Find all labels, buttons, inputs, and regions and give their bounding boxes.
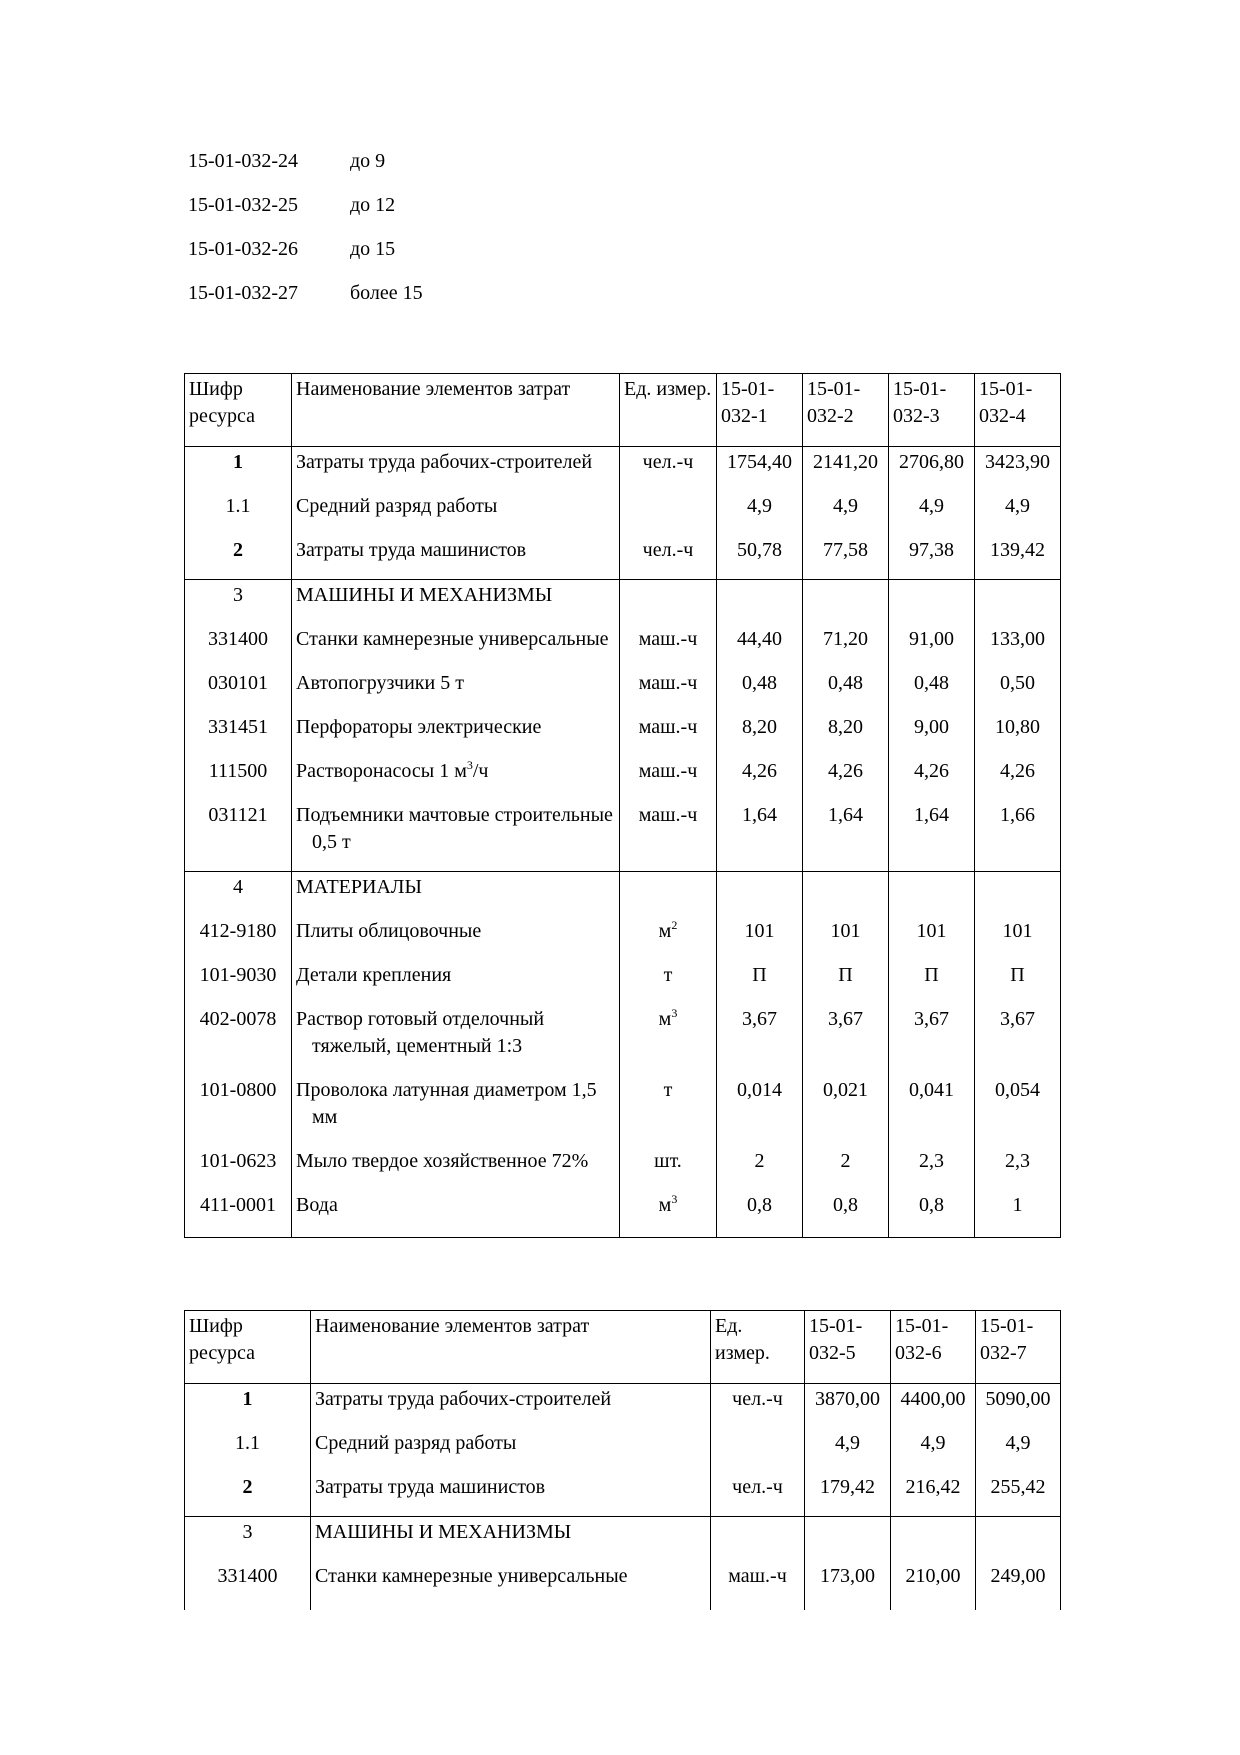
- resource-name: Подъемники мачтовые строительные 0,5 т: [296, 804, 613, 853]
- resource-name: Перфораторы электрические: [296, 716, 542, 738]
- code-description: более 15: [350, 282, 423, 304]
- value-cell: 4,9: [891, 1428, 976, 1472]
- table-row: [185, 1428, 1061, 1472]
- resource-code-cell: 031121: [185, 800, 292, 872]
- resource-name-text: [296, 802, 615, 856]
- table-header-row: [185, 374, 1061, 447]
- unit-cell: [620, 1004, 717, 1075]
- resource-name-text: [296, 1077, 615, 1131]
- value-cell: 3870,00: [805, 1384, 891, 1429]
- value-cell: 2706,80: [889, 447, 975, 492]
- resource-name-text: [296, 918, 615, 945]
- table-row: [185, 624, 1061, 668]
- value-cell: 4,26: [717, 756, 803, 800]
- value-cell: П: [803, 960, 889, 1004]
- value-cell: 50,78: [717, 535, 803, 580]
- resource-name-text: [315, 1474, 706, 1501]
- resource-code-cell: 101-0800: [185, 1075, 292, 1146]
- unit-text: маш.-ч: [728, 1565, 787, 1587]
- unit-text: чел.-ч: [642, 451, 694, 473]
- header-norm-cell: 15-01-032-7: [976, 1311, 1061, 1384]
- value-cell: [717, 580, 803, 625]
- value-cell: 101: [717, 916, 803, 960]
- resource-name: Затраты труда машинистов: [315, 1476, 546, 1498]
- resource-code-cell: 030101: [185, 668, 292, 712]
- resource-name: Растворонасосы 1 м: [296, 760, 467, 782]
- value-cell: 210,00: [891, 1561, 976, 1610]
- resource-name-cell: [292, 1075, 620, 1146]
- table-row: [185, 535, 1061, 580]
- value-cell: 8,20: [803, 712, 889, 756]
- value-cell: П: [975, 960, 1061, 1004]
- table-row: [185, 712, 1061, 756]
- resource-name-cell: [292, 535, 620, 580]
- resource-name-text: [296, 626, 615, 653]
- resource-name-cell: [292, 712, 620, 756]
- header-norm-cell: 15-01-032-2: [803, 374, 889, 447]
- resource-name-text: [296, 714, 615, 741]
- value-cell: 9,00: [889, 712, 975, 756]
- value-cell: 0,014: [717, 1075, 803, 1146]
- resource-code-cell: 3: [185, 1517, 311, 1562]
- resource-name-text: [296, 1148, 615, 1175]
- value-cell: 4,9: [975, 491, 1061, 535]
- unit-cell: [711, 1428, 805, 1472]
- value-cell: 0,48: [889, 668, 975, 712]
- resource-name-text: [315, 1563, 706, 1590]
- resource-code-cell: 331400: [185, 624, 292, 668]
- value-cell: П: [717, 960, 803, 1004]
- resource-code-cell: 3: [185, 580, 292, 625]
- resource-name-cell: [292, 447, 620, 492]
- unit-cell: [620, 872, 717, 917]
- unit-cell: [620, 491, 717, 535]
- resource-code-cell: 331451: [185, 712, 292, 756]
- resource-name: Проволока латунная диаметром 1,5 мм: [296, 1079, 597, 1128]
- code-list-item: [188, 192, 423, 236]
- value-cell: 2: [717, 1146, 803, 1190]
- header-name-cell: Наименование элементов затрат: [292, 374, 620, 447]
- value-cell: [975, 872, 1061, 917]
- unit-cell: [620, 624, 717, 668]
- code-list-item: [188, 280, 423, 324]
- value-cell: 3,67: [975, 1004, 1061, 1075]
- table-row: [185, 1075, 1061, 1146]
- code-list: [188, 148, 423, 324]
- value-cell: 0,041: [889, 1075, 975, 1146]
- value-cell: 4400,00: [891, 1384, 976, 1429]
- resource-code-cell: 2: [185, 535, 292, 580]
- resource-code-cell: 101-0623: [185, 1146, 292, 1190]
- table-row: [185, 668, 1061, 712]
- resource-code-cell: 411-0001: [185, 1190, 292, 1238]
- unit-text: т: [663, 1079, 673, 1101]
- resource-name-cell: [292, 580, 620, 625]
- resource-name-text: [296, 1006, 615, 1060]
- value-cell: 1,64: [803, 800, 889, 872]
- value-cell: 216,42: [891, 1472, 976, 1517]
- code-number: 15-01-032-25: [188, 194, 298, 216]
- resource-name: Станки камнерезные универсальные: [315, 1565, 628, 1587]
- header-norm-cell: 15-01-032-3: [889, 374, 975, 447]
- resource-name: Автопогрузчики 5 т: [296, 672, 464, 694]
- table-row: [185, 1384, 1061, 1429]
- value-cell: [889, 580, 975, 625]
- value-cell: 249,00: [976, 1561, 1061, 1610]
- value-cell: 0,50: [975, 668, 1061, 712]
- table-row: [185, 872, 1061, 917]
- value-cell: 0,48: [717, 668, 803, 712]
- table-row: [185, 1190, 1061, 1238]
- resource-name-text: [315, 1519, 706, 1546]
- unit-text: маш.-ч: [638, 628, 698, 650]
- header-unit-cell: Ед. измер.: [711, 1311, 805, 1384]
- value-cell: 1: [975, 1190, 1061, 1238]
- resource-name-cell: [292, 1190, 620, 1238]
- unit-cell: [711, 1517, 805, 1562]
- resource-name: Плиты облицовочные: [296, 920, 482, 942]
- value-cell: 101: [803, 916, 889, 960]
- unit-cell: [620, 580, 717, 625]
- value-cell: 101: [975, 916, 1061, 960]
- value-cell: 77,58: [803, 535, 889, 580]
- value-cell: 173,00: [805, 1561, 891, 1610]
- resource-name-text: [315, 1386, 706, 1413]
- resource-name-cell: [292, 800, 620, 872]
- resource-name: Раствор готовый отделочный тяжелый, цементный 1:3: [296, 1008, 545, 1057]
- value-cell: 0,8: [889, 1190, 975, 1238]
- value-cell: 4,26: [975, 756, 1061, 800]
- unit-cell: [711, 1384, 805, 1429]
- unit-cell: [620, 447, 717, 492]
- value-cell: 0,054: [975, 1075, 1061, 1146]
- resource-name-cell: [292, 1004, 620, 1075]
- value-cell: 1,64: [889, 800, 975, 872]
- value-cell: 4,9: [889, 491, 975, 535]
- resource-table-1: [184, 373, 1061, 1238]
- resource-name-text: [296, 874, 615, 901]
- resource-code-cell: 4: [185, 872, 292, 917]
- unit-text: чел.-ч: [642, 539, 694, 561]
- header-norm-cell: 15-01-032-4: [975, 374, 1061, 447]
- value-cell: 2141,20: [803, 447, 889, 492]
- unit-text: маш.-ч: [638, 804, 698, 826]
- resource-name-text: [296, 670, 615, 697]
- value-cell: 4,9: [717, 491, 803, 535]
- value-cell: 2,3: [889, 1146, 975, 1190]
- table-row: [185, 756, 1061, 800]
- table-row: [185, 1004, 1061, 1075]
- table-row: [185, 447, 1061, 492]
- resource-name-text: [296, 493, 615, 520]
- table-row: [185, 1517, 1061, 1562]
- header-norm-cell: 15-01-032-6: [891, 1311, 976, 1384]
- table-header-row: [185, 1311, 1061, 1384]
- value-cell: 139,42: [975, 535, 1061, 580]
- unit-text: м: [658, 1008, 672, 1030]
- unit-cell: [711, 1472, 805, 1517]
- resource-name-cell: [292, 491, 620, 535]
- unit-text: маш.-ч: [638, 672, 698, 694]
- value-cell: 3423,90: [975, 447, 1061, 492]
- unit-text: чел.-ч: [732, 1388, 783, 1410]
- unit-cell: [620, 1190, 717, 1238]
- resource-code-cell: 1.1: [185, 1428, 311, 1472]
- resource-name: Станки камнерезные универсальные: [296, 628, 609, 650]
- value-cell: 97,38: [889, 535, 975, 580]
- resource-name-text: [296, 449, 615, 476]
- unit-text: маш.-ч: [638, 760, 698, 782]
- unit-text: т: [663, 964, 673, 986]
- value-cell: 179,42: [805, 1472, 891, 1517]
- resource-name: Средний разряд работы: [315, 1432, 517, 1454]
- value-cell: [889, 872, 975, 917]
- table-row: [185, 800, 1061, 872]
- header-norm-cell: 15-01-032-5: [805, 1311, 891, 1384]
- value-cell: 101: [889, 916, 975, 960]
- resource-name: МАШИНЫ И МЕХАНИЗМЫ: [296, 584, 553, 606]
- value-cell: 10,80: [975, 712, 1061, 756]
- value-cell: 0,48: [803, 668, 889, 712]
- resource-name: Вода: [296, 1194, 338, 1216]
- resource-name-cell: [292, 872, 620, 917]
- resource-name-text: [296, 962, 615, 989]
- value-cell: 4,26: [803, 756, 889, 800]
- value-cell: П: [889, 960, 975, 1004]
- value-cell: [803, 872, 889, 917]
- value-cell: 0,8: [803, 1190, 889, 1238]
- unit-superscript: 2: [671, 918, 678, 932]
- resource-name-cell: [311, 1561, 711, 1610]
- resource-name-cell: [311, 1384, 711, 1429]
- value-cell: 1,64: [717, 800, 803, 872]
- code-description: до 12: [350, 194, 396, 216]
- unit-text: м: [658, 1194, 672, 1216]
- code-list-item: [188, 236, 423, 280]
- unit-superscript: 3: [671, 1192, 678, 1206]
- header-unit-cell: Ед. измер.: [620, 374, 717, 447]
- value-cell: 0,021: [803, 1075, 889, 1146]
- value-cell: 3,67: [717, 1004, 803, 1075]
- value-cell: 4,26: [889, 756, 975, 800]
- unit-text: шт.: [654, 1150, 682, 1172]
- resource-name-cell: [311, 1472, 711, 1517]
- value-cell: [976, 1517, 1061, 1562]
- unit-cell: [620, 1146, 717, 1190]
- unit-cell: [620, 916, 717, 960]
- value-cell: 71,20: [803, 624, 889, 668]
- value-cell: 1754,40: [717, 447, 803, 492]
- resource-name: Мыло твердое хозяйственное 72%: [296, 1150, 589, 1172]
- resource-name-text: [296, 1192, 615, 1219]
- resource-name-text: [296, 582, 615, 609]
- table-row: [185, 491, 1061, 535]
- resource-name: МАШИНЫ И МЕХАНИЗМЫ: [315, 1521, 572, 1543]
- resource-name-cell: [292, 960, 620, 1004]
- resource-code-cell: 2: [185, 1472, 311, 1517]
- header-code-cell: Шифр ресурса: [185, 374, 292, 447]
- resource-name: Затраты труда рабочих-строителей: [315, 1388, 612, 1410]
- resource-code-cell: 1.1: [185, 491, 292, 535]
- unit-cell: [711, 1561, 805, 1610]
- value-cell: 4,9: [803, 491, 889, 535]
- value-cell: [805, 1517, 891, 1562]
- value-cell: 4,9: [805, 1428, 891, 1472]
- resource-name-cell: [292, 1146, 620, 1190]
- header-norm-cell: 15-01-032-1: [717, 374, 803, 447]
- value-cell: [975, 580, 1061, 625]
- resource-name-cell: [311, 1428, 711, 1472]
- table-row: [185, 1561, 1061, 1610]
- value-cell: 255,42: [976, 1472, 1061, 1517]
- value-cell: 5090,00: [976, 1384, 1061, 1429]
- resource-code-cell: 1: [185, 447, 292, 492]
- header-code-cell: Шифр ресурса: [185, 1311, 311, 1384]
- code-description: до 9: [350, 150, 386, 172]
- value-cell: 44,40: [717, 624, 803, 668]
- value-cell: 8,20: [717, 712, 803, 756]
- resource-name: Средний разряд работы: [296, 495, 498, 517]
- unit-text: м: [658, 920, 672, 942]
- resource-name: Затраты труда машинистов: [296, 539, 527, 561]
- value-cell: [891, 1517, 976, 1562]
- value-cell: 133,00: [975, 624, 1061, 668]
- resource-name-superscript: 3: [466, 758, 473, 772]
- resource-name-suffix: /ч: [472, 760, 489, 782]
- value-cell: [803, 580, 889, 625]
- code-description: до 15: [350, 238, 396, 260]
- code-number: 15-01-032-26: [188, 238, 298, 260]
- value-cell: 4,9: [976, 1428, 1061, 1472]
- resource-name-cell: [292, 668, 620, 712]
- value-cell: 2: [803, 1146, 889, 1190]
- resource-code-cell: 1: [185, 1384, 311, 1429]
- value-cell: 91,00: [889, 624, 975, 668]
- code-list-item: [188, 148, 423, 192]
- code-number: 15-01-032-27: [188, 282, 298, 304]
- resource-name: Затраты труда рабочих-строителей: [296, 451, 593, 473]
- value-cell: 3,67: [803, 1004, 889, 1075]
- unit-cell: [620, 756, 717, 800]
- value-cell: [717, 872, 803, 917]
- value-cell: 3,67: [889, 1004, 975, 1075]
- unit-cell: [620, 712, 717, 756]
- unit-cell: [620, 960, 717, 1004]
- value-cell: 1,66: [975, 800, 1061, 872]
- resource-name-cell: [292, 916, 620, 960]
- resource-code-cell: 331400: [185, 1561, 311, 1610]
- resource-name-text: [315, 1430, 706, 1457]
- resource-code-cell: 402-0078: [185, 1004, 292, 1075]
- table-row: [185, 1472, 1061, 1517]
- resource-name-cell: [292, 756, 620, 800]
- code-number: 15-01-032-24: [188, 150, 298, 172]
- unit-cell: [620, 668, 717, 712]
- resource-name: Детали крепления: [296, 964, 452, 986]
- resource-table-2: [184, 1310, 1061, 1610]
- unit-text: маш.-ч: [638, 716, 698, 738]
- resource-code-cell: 412-9180: [185, 916, 292, 960]
- resource-name-cell: [311, 1517, 711, 1562]
- resource-name: МАТЕРИАЛЫ: [296, 876, 422, 898]
- header-name-cell: Наименование элементов затрат: [311, 1311, 711, 1384]
- unit-cell: [620, 800, 717, 872]
- resource-name-cell: [292, 624, 620, 668]
- table-row: [185, 580, 1061, 625]
- resource-code-cell: 101-9030: [185, 960, 292, 1004]
- unit-superscript: 3: [671, 1006, 678, 1020]
- unit-cell: [620, 535, 717, 580]
- resource-code-cell: 111500: [185, 756, 292, 800]
- resource-name-text: [296, 758, 615, 785]
- table-row: [185, 1146, 1061, 1190]
- unit-cell: [620, 1075, 717, 1146]
- table-row: [185, 960, 1061, 1004]
- value-cell: 0,8: [717, 1190, 803, 1238]
- table-row: [185, 916, 1061, 960]
- value-cell: 2,3: [975, 1146, 1061, 1190]
- unit-text: чел.-ч: [732, 1476, 783, 1498]
- resource-name-text: [296, 537, 615, 564]
